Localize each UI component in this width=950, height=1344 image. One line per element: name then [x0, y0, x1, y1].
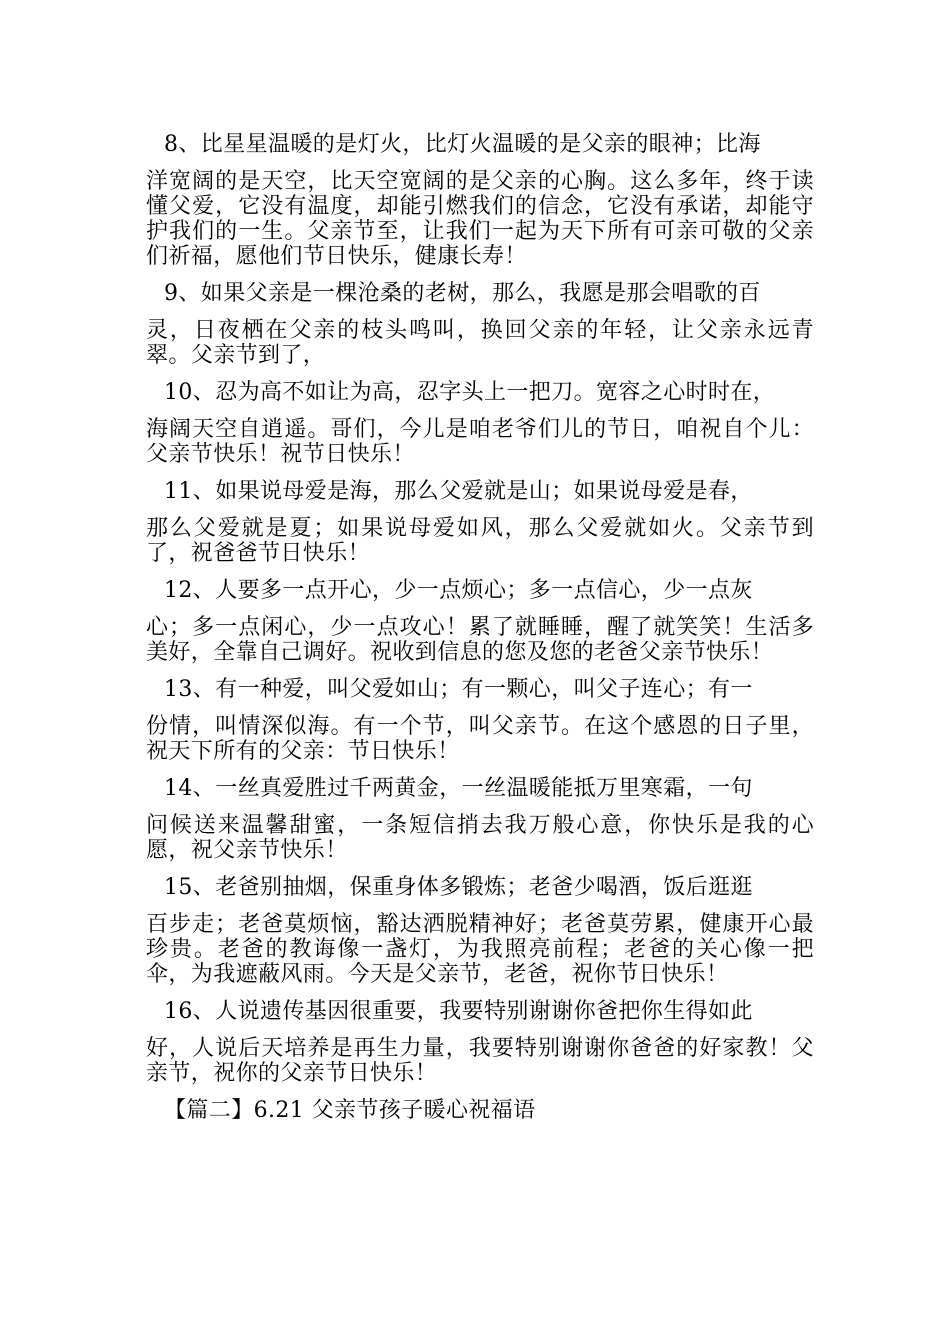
paragraph-first-line: 13、有一种爱，叫父爱如山；有一颗心，叫父子连心；有一: [164, 677, 753, 702]
wish-paragraph-12: [146, 578, 814, 665]
paragraph-body: 洋宽阔的是天空，比天空宽阔的是父亲的心胸。这么多年，终于读懂父爱，它没有温度，却能引燃我们的信念，它没有承诺，却能守护我们的一生。父亲节至，让我们一起为天下所有可亲可敬的父亲们祈福，愿他们节日快乐，健康长寿！: [146, 169, 814, 269]
document-body: [146, 132, 814, 1124]
paragraph-first-line: 15、老爸别抽烟，保重身体多锻炼；老爸少喝酒，饭后逛逛: [164, 875, 753, 900]
wish-paragraph-11: [146, 479, 814, 566]
section-heading: 【篇二】6.21 父亲节孩子暖心祝福语: [164, 1098, 536, 1123]
paragraph-body: 好，人说后天培养是再生力量，我要特别谢谢你爸爸的好家教！父亲节，祝你的父亲节日快乐！: [146, 1036, 814, 1086]
wish-paragraph-9: [146, 281, 814, 368]
paragraph-body: 百步走；老爸莫烦恼，豁达洒脱精神好；老爸莫劳累，健康开心最珍贵。老爸的教诲像一盏灯，为我照亮前程；老爸的关心像一把伞，为我遮蔽风雨。今天是父亲节，老爸，祝你节日快乐！: [146, 912, 814, 987]
paragraph-first-line: 10、忍为高不如让为高，忍字头上一把刀。宽容之心时时在，: [164, 380, 776, 405]
wish-paragraph-10: [146, 380, 814, 467]
paragraph-body: 那么父爱就是夏；如果说母爱如风，那么父爱就如火。父亲节到了，祝爸爸节日快乐！: [146, 516, 814, 566]
wish-paragraph-16: [146, 999, 814, 1086]
paragraph-first-line: 16、人说遗传基因很重要，我要特别谢谢你爸把你生得如此: [164, 999, 753, 1024]
paragraph-first-line: 8、比星星温暖的是灯火，比灯火温暖的是父亲的眼神；比海: [164, 132, 761, 157]
paragraph-body: 心；多一点闲心，少一点攻心！累了就睡睡，醒了就笑笑！生活多美好，全靠自己调好。祝收到信息的您及您的老爸父亲节快乐！: [146, 615, 814, 665]
paragraph-body: 灵，日夜栖在父亲的枝头鸣叫，换回父亲的年轻，让父亲永远青翠。父亲节到了，: [146, 318, 814, 368]
paragraph-first-line: 9、如果父亲是一棵沧桑的老树，那么，我愿是那会唱歌的百: [164, 281, 761, 306]
wish-paragraph-8: [146, 132, 814, 269]
paragraph-body: 份情，叫情深似海。有一个节，叫父亲节。在这个感恩的日子里，祝天下所有的父亲：节日快乐！: [146, 714, 814, 764]
paragraph-first-line: 12、人要多一点开心，少一点烦心；多一点信心，少一点灰: [164, 578, 753, 603]
paragraph-body: 问候送来温馨甜蜜，一条短信捎去我万般心意，你快乐是我的心愿，祝父亲节快乐！: [146, 813, 814, 863]
paragraph-body: 海阔天空自逍遥。哥们，今儿是咱老爷们儿的节日，咱祝自个儿：父亲节快乐！祝节日快乐！: [146, 417, 814, 467]
paragraph-first-line: 14、一丝真爱胜过千两黄金，一丝温暖能抵万里寒霜，一句: [164, 776, 753, 801]
wish-paragraph-13: [146, 677, 814, 764]
wish-paragraph-15: [146, 875, 814, 987]
wish-paragraph-14: [146, 776, 814, 863]
paragraph-first-line: 11、如果说母爱是海，那么父爱就是山；如果说母爱是春，: [164, 479, 753, 504]
